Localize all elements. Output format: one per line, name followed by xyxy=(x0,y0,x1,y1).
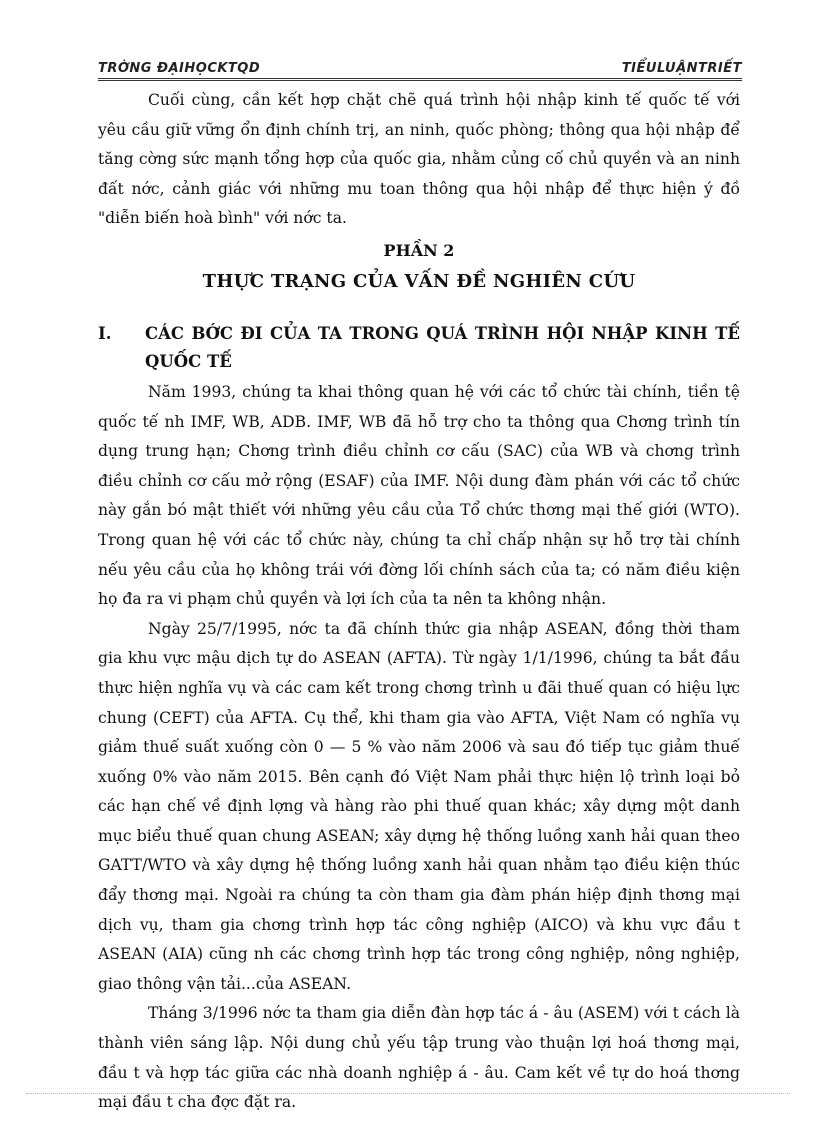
part-subtitle: THỰC TRẠNG CỦA VẤN ĐỀ NGHIÊN CỨU xyxy=(202,270,636,292)
section-title: CÁC BỚC ĐI CỦA TA TRONG QUÁ TRÌNH HỘI NHẬP KINH TẾ QUỐC TẾ xyxy=(145,323,740,371)
section-heading xyxy=(98,320,740,376)
body-paragraph: Ngày 25/7/1995, nớc ta đã chính thức gia nhập ASEAN, đồng thời tham gia khu vực mậu dịch tự do ASEAN (AFTA). Từ ngày 1/1/1996, chúng ta bắt đầu thực hiện nghĩa vụ và các cam kết trong chơng trình u đãi thuế quan có hiệu lực chung (CEFT) của AFTA. Cụ thể, khi tham gia vào AFTA, Việt Nam có nghĩa vụ giảm thuế suất xuống còn 0 — 5 % vào năm 2006 và sau đó tiếp tục giảm thuế xuống 0% vào năm 2015. Bên cạnh đó Việt Nam phải thực hiện lộ trình loại bỏ các hạn chế về định lợng và hàng rào phi thuế quan khác; xây dựng một danh mục biểu thuế quan chung ASEAN; xây dựng hệ thống luồng xanh hải quan theo GATT/WTO và xây dựng hệ thống luồng xanh hải quan nhằm tạo điều kiện thúc đẩy thơng mại. Ngoài ra chúng ta còn tham gia đàm phán hiệp định thơng mại dịch vụ, tham gia chơng trình hợp tác công nghiệp (AICO) và khu vực đầu t ASEAN (AIA) cũng nh các chơng trình hợp tác trong công nghiệp, nông nghiệp, giao thông vận tải...của ASEAN. xyxy=(98,619,740,993)
part-title: PHẦN 2 xyxy=(383,240,455,260)
body-paragraph: Năm 1993, chúng ta khai thông quan hệ với các tổ chức tài chính, tiền tệ quốc tế nh IMF, WB, ADB. IMF, WB đã hỗ trợ cho ta thông qua Chơng trình tín dụng trung hạn; Chơng trình điều chỉnh cơ cấu (SAC) của WB và chơng trình điều chỉnh cơ cấu mở rộng (ESAF) của IMF. Nội dung đàm phán với các tổ chức này gắn bó mật thiết với những yêu cầu của Tổ chức thơng mại thế giới (WTO). Trong quan hệ với các tổ chức này, chúng ta chỉ chấp nhận sự hỗ trợ tài chính nếu yêu cầu của họ không trái với đờng lối chính sách của ta; có năm điều kiện họ đa ra vi phạm chủ quyền và lợi ích của ta nên ta không nhận. xyxy=(98,382,740,609)
footer-divider xyxy=(26,1093,790,1094)
header-school: TRỜNG ĐẠIHỌCKTQD xyxy=(98,61,261,76)
page-content xyxy=(98,86,740,1118)
page-header xyxy=(98,52,742,81)
header-doc-type: TIỂULUẬNTRIẾT xyxy=(621,61,742,76)
body-paragraph: Tháng 3/1996 nớc ta tham gia diễn đàn hợp tác á - âu (ASEM) với t cách là thành viên sáng lập. Nội dung chủ yếu tập trung vào thuận lợi hoá thơng mại, đầu t và hợp tác giữa các nhà doanh nghiệp á - âu. Cam kết về tự do hoá thơng mại đầu t cha đợc đặt ra. xyxy=(98,1004,740,1112)
intro-paragraph: Cuối cùng, cần kết hợp chặt chẽ quá trình hội nhập kinh tế quốc tế với yêu cầu giữ vững ổn định chính trị, an ninh, quốc phòng; thông qua hội nhập để tăng cờng sức mạnh tổng hợp của quốc gia, nhằm củng cố chủ quyền và an ninh đất nớc, cảnh giác với những mu toan thông qua hội nhập để thực hiện ý đồ "diễn biến hoà bình" với nớc ta. xyxy=(98,91,740,228)
section-number: I. xyxy=(98,323,112,343)
